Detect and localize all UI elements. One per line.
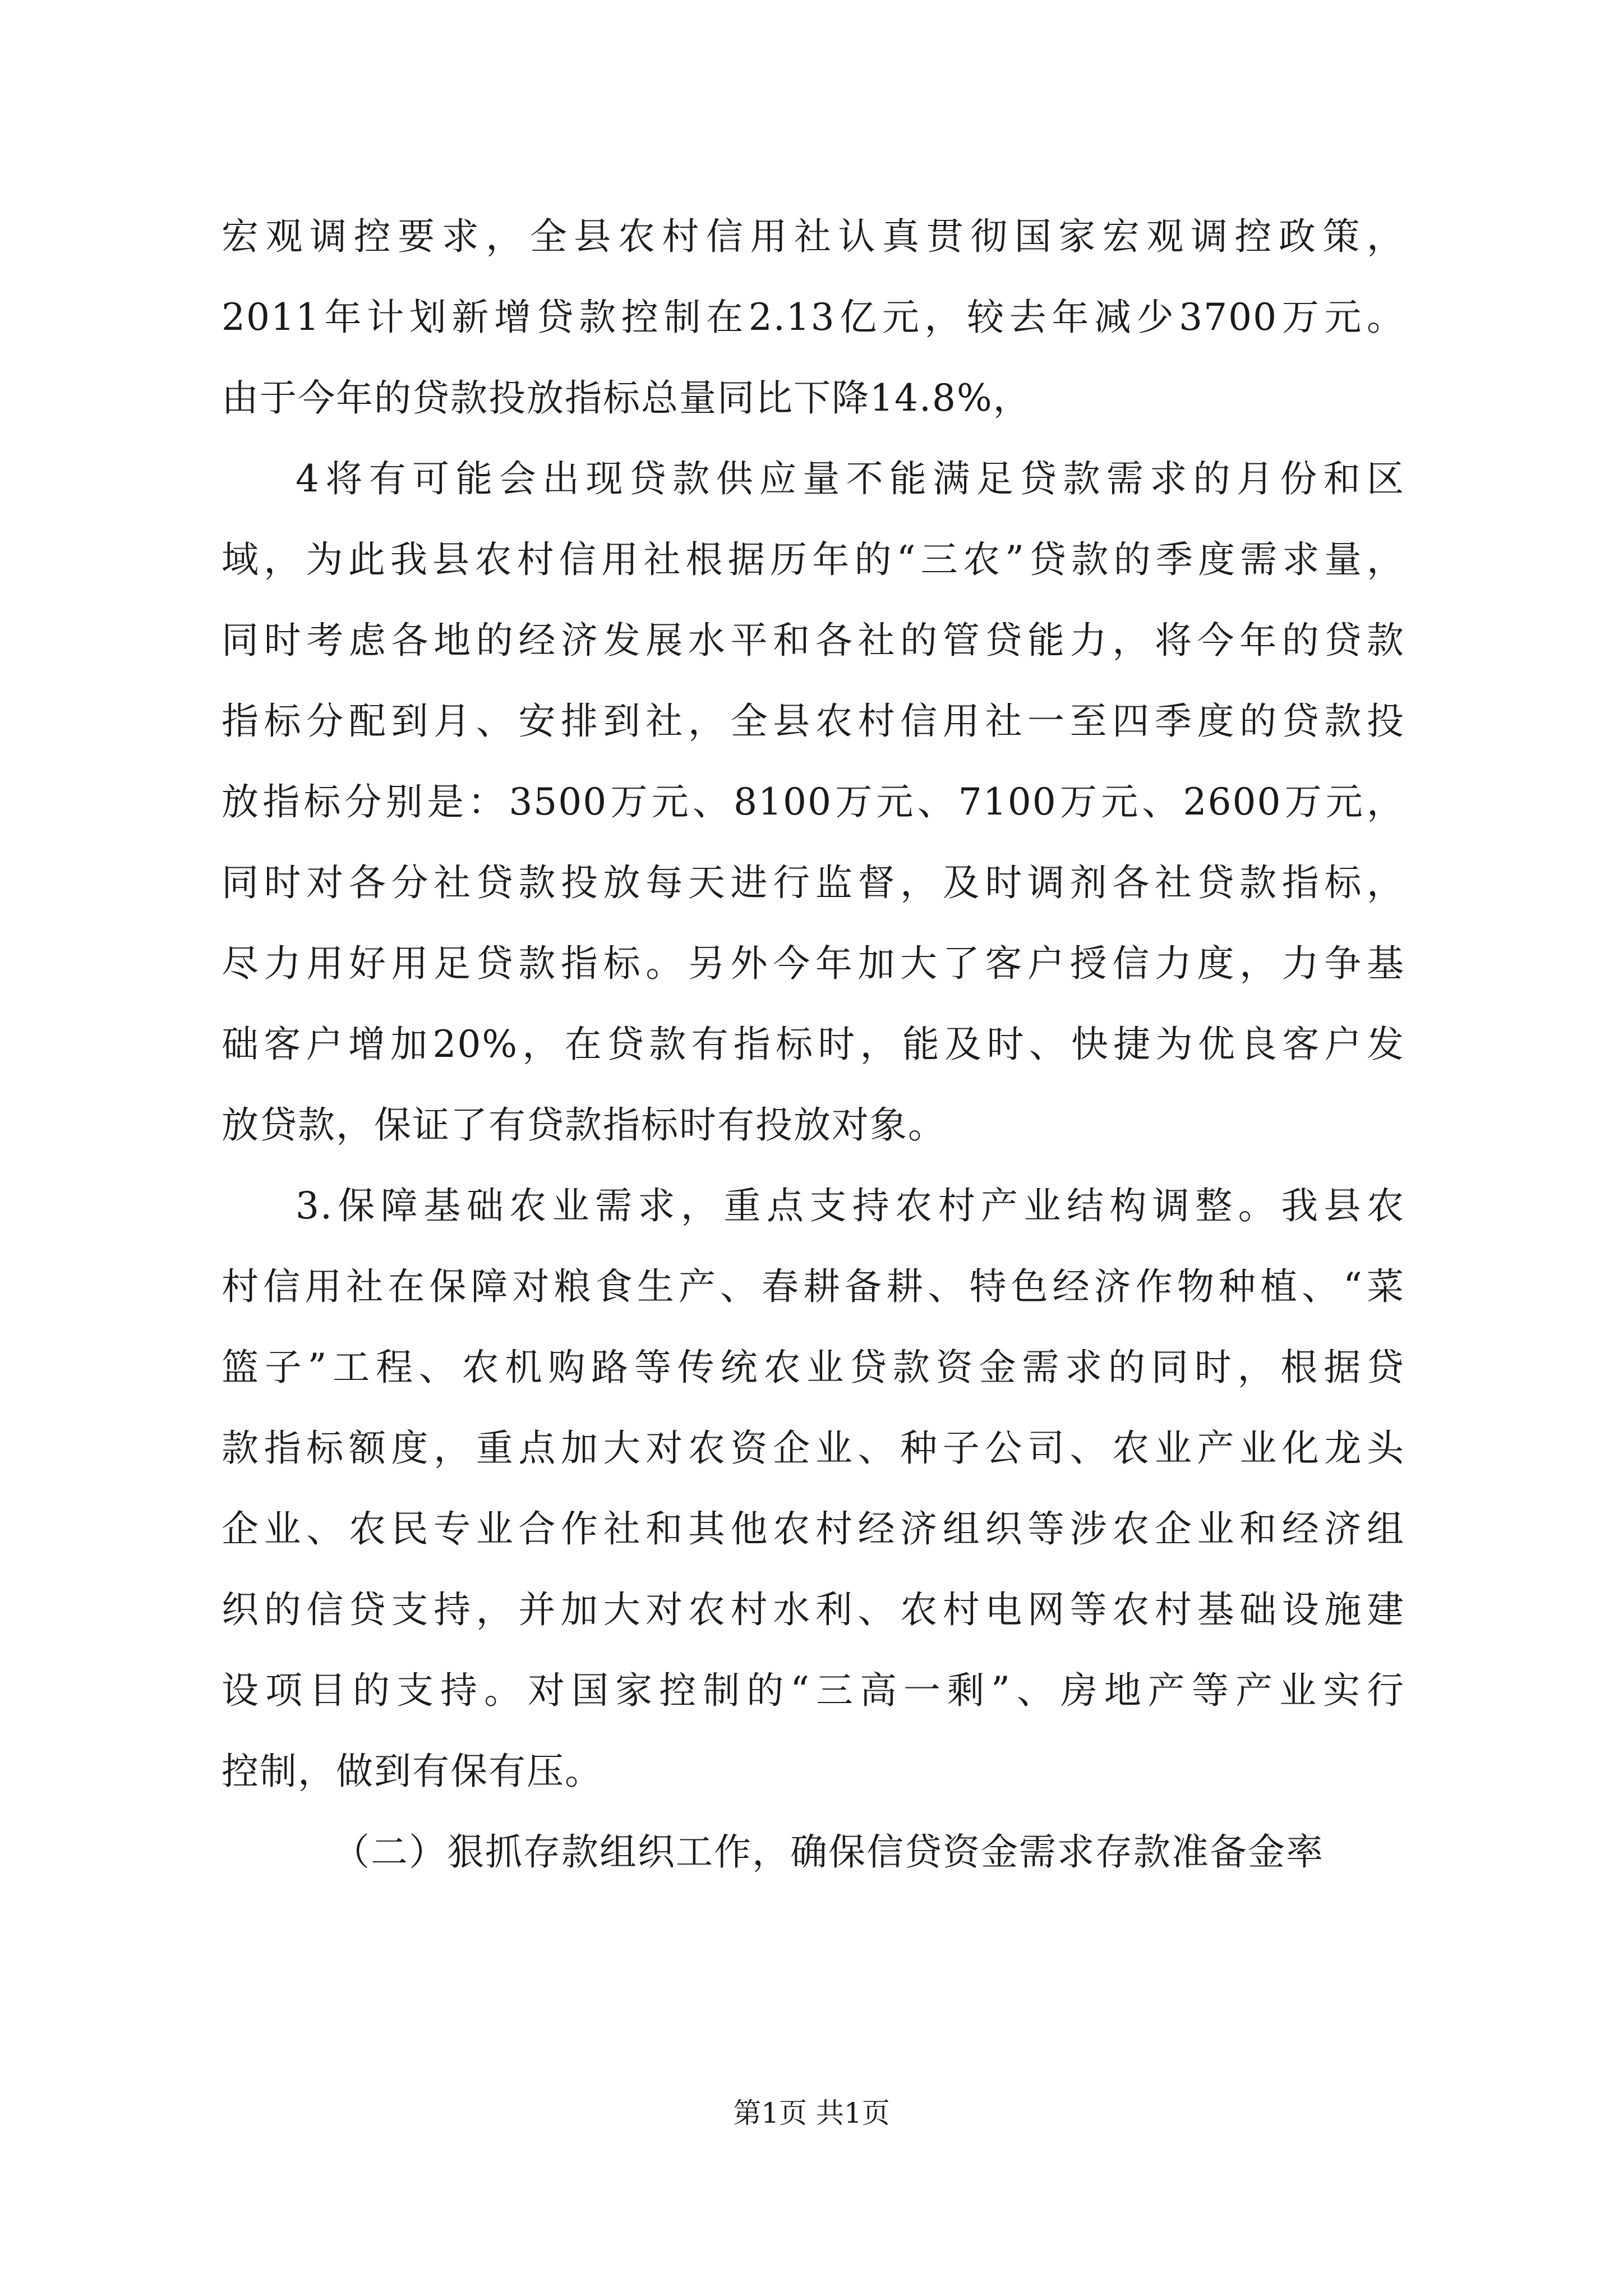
text-line: 域，为此我县农村信用社根据历年的“三农”贷款的季度需求量，: [222, 538, 1405, 581]
text-line: 控制，做到有保有压。: [222, 1750, 603, 1793]
body-text: [222, 196, 1405, 1893]
text-line: 织的信贷支持，并加大对农村水利、农村电网等农村基础设施建: [222, 1588, 1405, 1631]
section-heading: （二）狠抓存款组织工作，确保信贷资金需求存款准备金率: [333, 1830, 1324, 1874]
text-line: 宏观调控要求，全县农村信用社认真贯彻国家宏观调控政策，: [222, 215, 1405, 258]
paragraph-first-line: 4将有可能会出现贷款供应量不能满足贷款需求的月份和区: [296, 457, 1405, 500]
text-line: 篮子”工程、农机购路等传统农业贷款资金需求的同时，根据贷: [222, 1346, 1405, 1389]
paragraph-first-line: 3.保障基础农业需求，重点支持农村产业结构调整。我县农: [296, 1184, 1405, 1227]
text-line: 2011年计划新增贷款控制在2.13亿元，较去年减少3700万元。: [222, 296, 1405, 339]
text-line: 款指标额度，重点加大对农资企业、种子公司、农业产业化龙头: [222, 1427, 1405, 1470]
text-line: 设项目的支持。对国家控制的“三高一剩”、房地产等产业实行: [222, 1669, 1405, 1712]
page-footer: 第1页 共1页: [733, 2097, 890, 2129]
text-line: 同时对各分社贷款投放每天进行监督，及时调剂各社贷款指标，: [222, 861, 1405, 904]
text-line: 放指标分别是：3500万元、8100万元、7100万元、2600万元，: [222, 780, 1405, 823]
text-line: 企业、农民专业合作社和其他农村经济组织等涉农企业和经济组: [222, 1507, 1405, 1550]
text-line: 尽力用好用足贷款指标。另外今年加大了客户授信力度，力争基: [222, 942, 1405, 985]
text-line: 础客户增加20%，在贷款有指标时，能及时、快捷为优良客户发: [222, 1023, 1405, 1066]
text-line: 村信用社在保障对粮食生产、春耕备耕、特色经济作物种植、“菜: [222, 1265, 1405, 1308]
text-line: 由于今年的贷款投放指标总量同比下降14.8%，: [222, 376, 1031, 420]
text-line: 同时考虑各地的经济发展水平和各社的管贷能力，将今年的贷款: [222, 619, 1405, 662]
text-line: 放贷款，保证了有贷款指标时有投放对象。: [222, 1103, 946, 1147]
text-line: 指标分配到月、安排到社，全县农村信用社一至四季度的贷款投: [222, 700, 1405, 743]
